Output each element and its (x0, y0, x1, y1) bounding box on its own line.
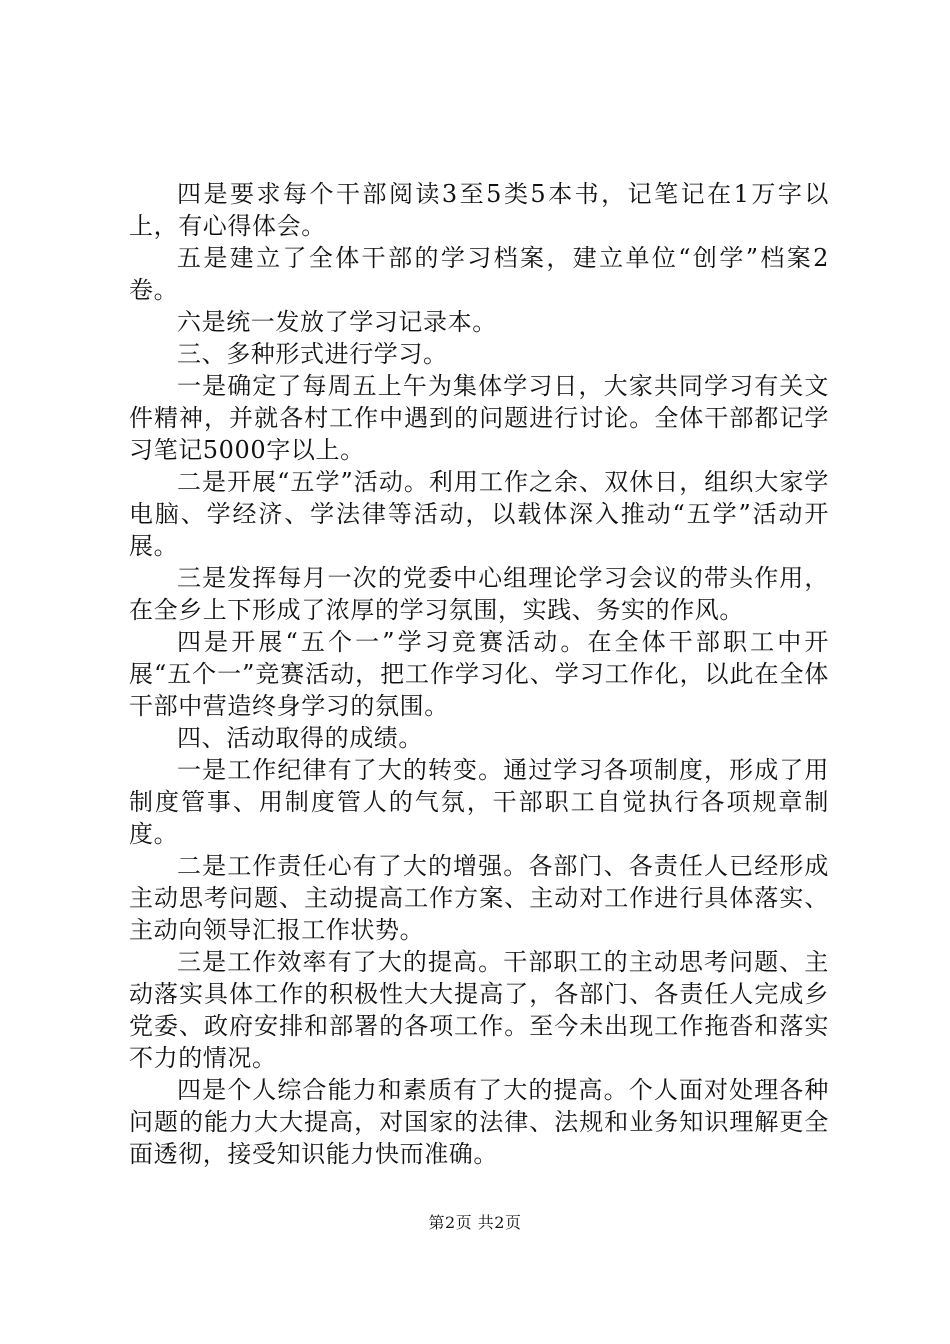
paragraph: 四是要求每个干部阅读3至5类5本书，记笔记在1万字以上，有心得体会。 (129, 180, 829, 240)
paragraph: 四是个人综合能力和素质有了大的提高。个人面对处理各种问题的能力大大提高，对国家的法律、法规和业务知识理解更全面透彻，接受知识能力快而准确。 (129, 1076, 829, 1168)
section-heading: 三、多种形式进行学习。 (177, 340, 448, 368)
paragraph: 二是工作责任心有了大的增强。各部门、各责任人已经形成主动思考问题、主动提高工作方案、主动对工作进行具体落实、主动向领导汇报工作状势。 (129, 852, 829, 944)
paragraph: 六是统一发放了学习记录本。 (177, 308, 497, 336)
document-body (129, 178, 829, 1170)
paragraph: 五是建立了全体干部的学习档案，建立单位“创学”档案2卷。 (129, 244, 829, 304)
paragraph: 三是发挥每月一次的党委中心组理论学习会议的带头作用，在全乡上下形成了浓厚的学习氛围，实践、务实的作风。 (129, 564, 829, 624)
paragraph: 一是工作纪律有了大的转变。通过学习各项制度，形成了用制度管事、用制度管人的气氛，干部职工自觉执行各项规章制度。 (129, 756, 829, 848)
paragraph: 四是开展“五个一”学习竞赛活动。在全体干部职工中开展“五个一”竞赛活动，把工作学习化、学习工作化，以此在全体干部中营造终身学习的氛围。 (129, 628, 829, 720)
section-heading: 四、活动取得的成绩。 (177, 724, 423, 752)
page-footer: 第2页 共2页 (428, 1213, 522, 1232)
paragraph: 一是确定了每周五上午为集体学习日，大家共同学习有关文件精神，并就各村工作中遇到的问题进行讨论。全体干部都记学习笔记5000字以上。 (129, 372, 829, 464)
paragraph: 三是工作效率有了大的提高。干部职工的主动思考问题、主动落实具体工作的积极性大大提高了，各部门、各责任人完成乡党委、政府安排和部署的各项工作。至今未出现工作拖沓和落实不力的情况。 (129, 948, 829, 1072)
paragraph: 二是开展“五学”活动。利用工作之余、双休日，组织大家学电脑、学经济、学法律等活动，以载体深入推动“五学”活动开展。 (129, 468, 829, 560)
